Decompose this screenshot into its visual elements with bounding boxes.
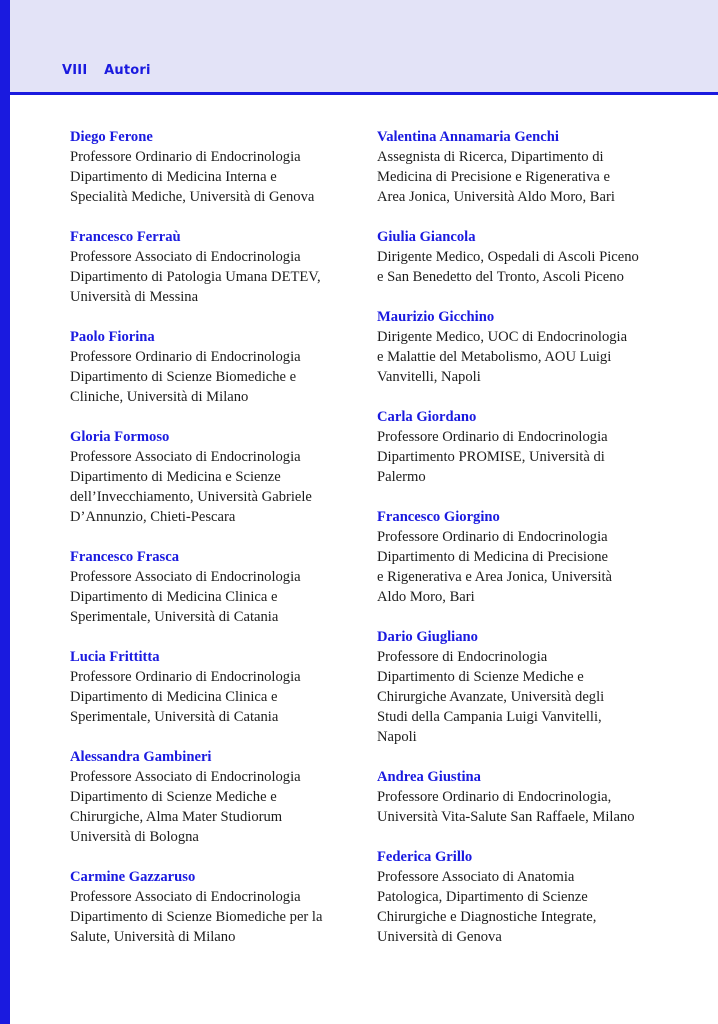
author-name: Alessandra Gambineri [70, 749, 212, 765]
affiliation-line: Professore Ordinario di Endocrinologia [70, 669, 301, 685]
affiliation-line: Chirurgiche Avanzate, Università degli [377, 689, 605, 705]
author-entry [377, 407, 677, 487]
affiliation-line: Professore Associato di Anatomia [377, 869, 575, 885]
author-column-left [70, 127, 365, 947]
affiliation-line: Professore Ordinario di Endocrinologia [70, 349, 301, 365]
affiliation-line: Professore Associato di Endocrinologia [70, 769, 301, 785]
author-entry [377, 307, 677, 387]
affiliation-line: Dipartimento di Scienze Mediche e [377, 669, 584, 685]
author-column-right [377, 127, 677, 947]
affiliation-line: Professore Associato di Endocrinologia [70, 449, 301, 465]
affiliation-line: Sperimentale, Università di Catania [70, 709, 279, 725]
left-edge-bar [0, 0, 10, 1024]
author-entry [70, 747, 365, 847]
affiliation-line: Università di Genova [377, 929, 502, 945]
affiliation-line: D’Annunzio, Chieti-Pescara [70, 509, 236, 525]
author-entry [377, 127, 677, 207]
affiliation-line: Dipartimento di Medicina e Scienze [70, 469, 281, 485]
author-name: Giulia Giancola [377, 229, 476, 245]
author-name: Francesco Frasca [70, 549, 180, 565]
affiliation-line: Università di Messina [70, 289, 199, 305]
affiliation-line: Professore Associato di Endocrinologia [70, 569, 301, 585]
author-entry [377, 847, 677, 947]
running-head [62, 63, 151, 78]
author-entry [70, 227, 365, 307]
affiliation-line: Assegnista di Ricerca, Dipartimento di [377, 149, 604, 165]
affiliation-line: e Malattie del Metabolismo, AOU Luigi [377, 349, 612, 365]
affiliation-line: Aldo Moro, Bari [377, 589, 475, 605]
affiliation-line: Dipartimento di Medicina di Precisione [377, 549, 609, 565]
affiliation-line: Sperimentale, Università di Catania [70, 609, 279, 625]
author-name: Gloria Formoso [70, 429, 170, 445]
affiliation-line: Dipartimento di Scienze Biomediche per la [70, 909, 323, 925]
header-rule [10, 92, 718, 95]
affiliation-line: Napoli [377, 729, 417, 745]
author-entry [377, 507, 677, 607]
author-entry [377, 627, 677, 747]
author-entry [70, 127, 365, 207]
author-entry [377, 767, 677, 827]
author-name: Dario Giugliano [377, 629, 478, 645]
section-title: Autori [104, 63, 151, 78]
affiliation-line: Professore Ordinario di Endocrinologia, [377, 789, 612, 805]
author-name: Federica Grillo [377, 849, 473, 865]
author-entry [70, 867, 365, 947]
affiliation-line: Studi della Campania Luigi Vanvitelli, [377, 709, 602, 725]
author-name: Carmine Gazzaruso [70, 869, 196, 885]
affiliation-line: Università Vita-Salute San Raffaele, Milano [377, 809, 635, 825]
affiliation-line: e San Benedetto del Tronto, Ascoli Piceno [377, 269, 624, 285]
affiliation-line: Dipartimento di Medicina Clinica e [70, 589, 278, 605]
affiliation-line: Patologica, Dipartimento di Scienze [377, 889, 588, 905]
affiliation-line: Dipartimento PROMISE, Università di [377, 449, 605, 465]
affiliation-line: Vanvitelli, Napoli [377, 369, 481, 385]
affiliation-line: Chirurgiche, Alma Mater Studiorum [70, 809, 283, 825]
author-entry [70, 647, 365, 727]
affiliation-line: Dipartimento di Patologia Umana DETEV, [70, 269, 321, 285]
affiliation-line: Palermo [377, 469, 426, 485]
author-name: Diego Ferone [70, 129, 153, 145]
header-band [10, 0, 718, 92]
author-name: Carla Giordano [377, 409, 477, 425]
affiliation-line: Area Jonica, Università Aldo Moro, Bari [377, 189, 615, 205]
affiliation-line: e Rigenerativa e Area Jonica, Università [377, 569, 613, 585]
author-entry [377, 227, 677, 287]
affiliation-line: Dirigente Medico, Ospedali di Ascoli Piceno [377, 249, 639, 265]
author-entry [70, 327, 365, 407]
author-name: Francesco Giorgino [377, 509, 500, 525]
author-name: Andrea Giustina [377, 769, 481, 785]
affiliation-line: Dipartimento di Medicina Clinica e [70, 689, 278, 705]
affiliation-line: Professore Associato di Endocrinologia [70, 249, 301, 265]
author-entry [70, 427, 365, 527]
affiliation-line: Dipartimento di Medicina Interna e [70, 169, 277, 185]
affiliation-line: Cliniche, Università di Milano [70, 389, 249, 405]
affiliation-line: Medicina di Precisione e Rigenerativa e [377, 169, 611, 185]
author-name: Paolo Fiorina [70, 329, 155, 345]
affiliation-line: Professore Ordinario di Endocrinologia [377, 429, 608, 445]
affiliation-line: Professore Ordinario di Endocrinologia [70, 149, 301, 165]
affiliation-line: Dipartimento di Scienze Mediche e [70, 789, 277, 805]
affiliation-line: Dipartimento di Scienze Biomediche e [70, 369, 297, 385]
author-name: Maurizio Gicchino [377, 309, 495, 325]
affiliation-line: Professore Associato di Endocrinologia [70, 889, 301, 905]
affiliation-line: Salute, Università di Milano [70, 929, 236, 945]
affiliation-line: Università di Bologna [70, 829, 199, 845]
page-number: VIII [62, 63, 88, 78]
affiliation-line: dell’Invecchiamento, Università Gabriele [70, 489, 312, 505]
author-name: Lucia Frittitta [70, 649, 160, 665]
author-name: Valentina Annamaria Genchi [377, 129, 559, 145]
affiliation-line: Specialità Mediche, Università di Genova [70, 189, 315, 205]
author-entry [70, 547, 365, 627]
affiliation-line: Professore Ordinario di Endocrinologia [377, 529, 608, 545]
affiliation-line: Professore di Endocrinologia [377, 649, 548, 665]
author-name: Francesco Ferraù [70, 229, 181, 245]
affiliation-line: Dirigente Medico, UOC di Endocrinologia [377, 329, 628, 345]
affiliation-line: Chirurgiche e Diagnostiche Integrate, [377, 909, 597, 925]
